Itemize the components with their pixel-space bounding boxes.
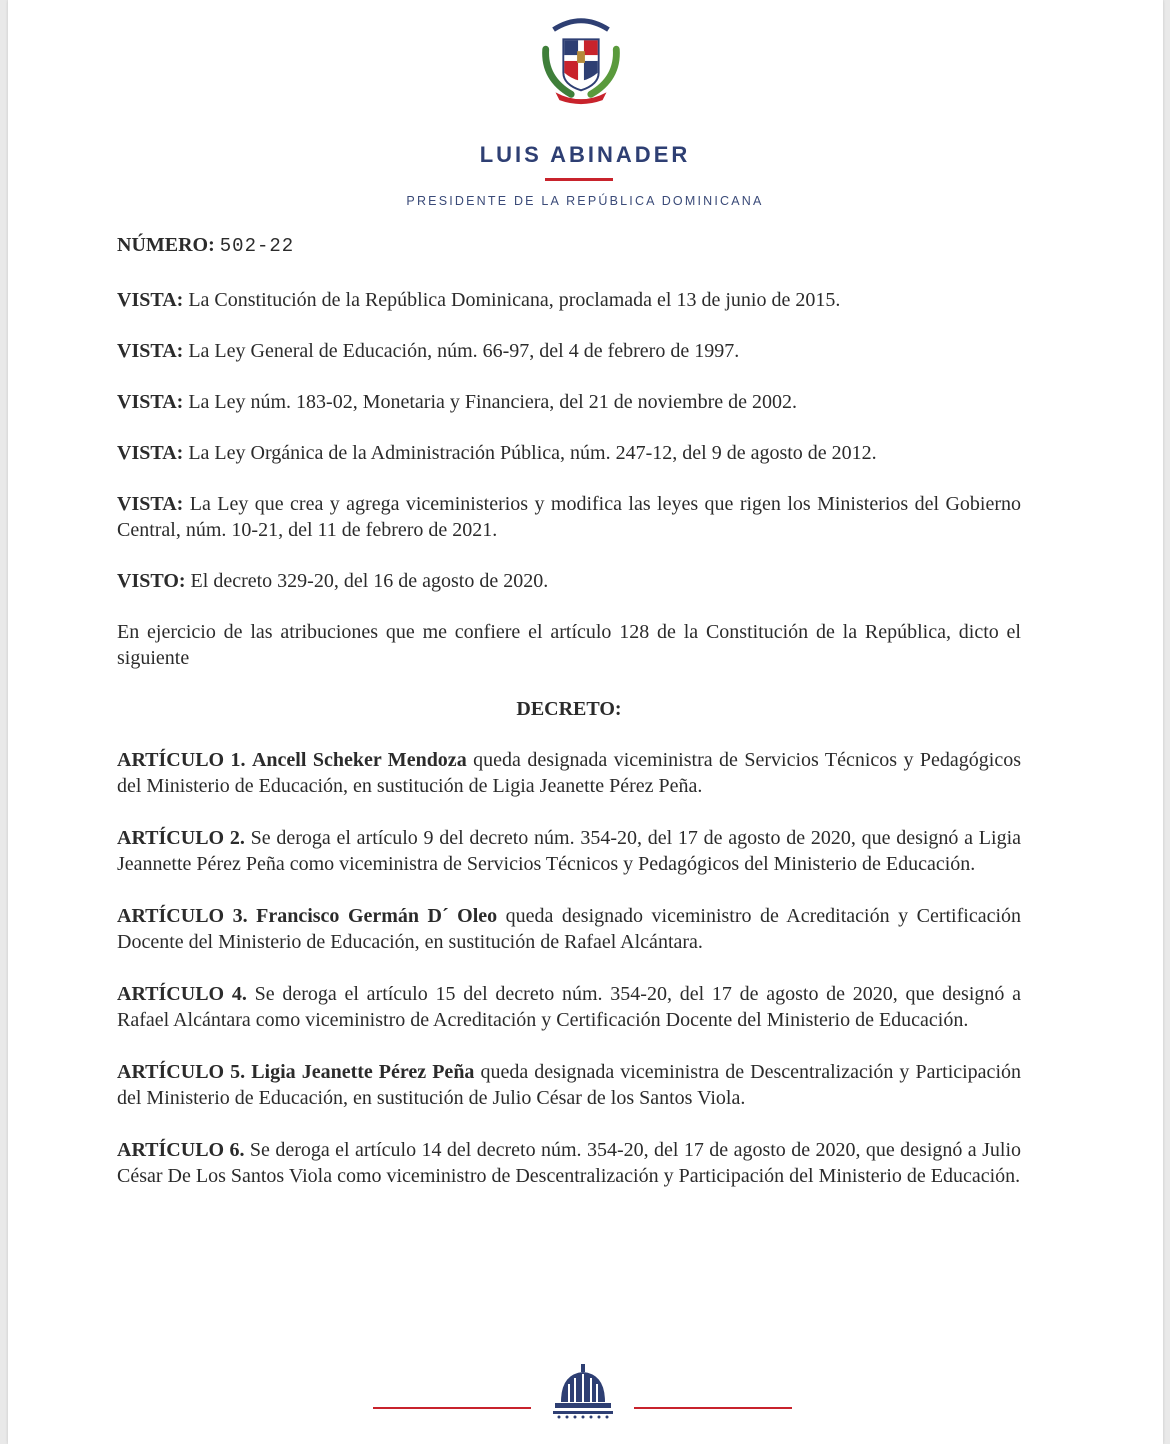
decree-number-value: 502-22: [219, 235, 295, 257]
decree-number-label: NÚMERO:: [117, 234, 215, 256]
vista-text: La Constitución de la República Dominicana, proclamada el 13 de junio de 2015.: [188, 289, 841, 311]
header-divider: [545, 178, 613, 181]
vista-clause: [117, 389, 1021, 415]
visto-label: VISTO:: [117, 570, 186, 592]
vista-text: La Ley General de Educación, núm. 66-97, del 4 de febrero de 1997.: [188, 340, 740, 362]
vista-clause: [117, 491, 1021, 543]
article-text: queda designada viceministra de Servicios Técnicos y Pedagógicos del Ministerio de Educación, en sustitución de Ligia Jeanette Pérez Peña.: [117, 749, 1022, 797]
article: [117, 825, 1021, 877]
vista-text: La Ley núm. 183-02, Monetaria y Financiera, del 21 de noviembre de 2002.: [188, 391, 798, 413]
vista-label: VISTA:: [117, 289, 184, 311]
article-appointee: Francisco Germán D´ Oleo: [256, 905, 498, 927]
vista-text: La Ley Orgánica de la Administración Pública, núm. 247-12, del 9 de agosto de 2012.: [188, 442, 877, 464]
footer-line-right: [634, 1407, 792, 1409]
article-label: ARTÍCULO 2.: [117, 827, 245, 849]
article-label: ARTÍCULO 5.: [117, 1061, 246, 1083]
decree-number: [117, 232, 1021, 259]
article-label: ARTÍCULO 4.: [117, 983, 247, 1005]
vista-clause: [117, 338, 1021, 364]
vista-clause: [117, 287, 1021, 313]
article: [117, 903, 1021, 955]
article: [117, 1059, 1021, 1111]
vista-label: VISTA:: [117, 493, 184, 515]
article-label: ARTÍCULO 6.: [117, 1139, 245, 1161]
article-text: queda designada viceministra de Descentralización y Participación del Ministerio de Educación, en sustitución de Julio César de los Santos Viola.: [117, 1061, 1021, 1109]
visto-text: El decreto 329-20, del 16 de agosto de 2020.: [190, 570, 549, 592]
vista-clause: [117, 440, 1021, 466]
coat-of-arms-seal-icon: [532, 10, 630, 108]
vista-label: VISTA:: [117, 391, 184, 413]
president-name: LUIS ABINADER: [479, 142, 691, 167]
vista-text: La Ley que crea y agrega viceministerios y modifica las leyes que rigen los Ministerios del Gobierno Central, núm. 10-21, del 11 de febrero de 2021.: [117, 493, 1021, 541]
footer-line-left: [373, 1407, 531, 1409]
decree-heading: DECRETO:: [516, 698, 622, 720]
palace-dome-icon: [551, 1362, 615, 1420]
article-text: queda designado viceministro de Acreditación y Certificación Docente del Ministerio de Educación, en sustitución de Rafael Alcántara.: [117, 905, 1022, 953]
president-role: PRESIDENTE DE LA REPÚBLICA DOMINICANA: [406, 194, 764, 208]
article: [117, 1137, 1021, 1189]
document-body: [117, 232, 1021, 1215]
article-appointee: Ancell Scheker Mendoza: [251, 749, 467, 771]
vista-label: VISTA:: [117, 442, 184, 464]
article-label: ARTÍCULO 1.: [117, 749, 246, 771]
vista-label: VISTA:: [117, 340, 184, 362]
article-text: Se deroga el artículo 9 del decreto núm. 354-20, del 17 de agosto de 2020, que designó a Ligia Jeannette Pérez Peña como viceministra de Servicios Técnicos y Pedagógicos del Ministerio de Educación.: [117, 827, 1022, 875]
article-text: Se deroga el artículo 15 del decreto núm. 354-20, del 17 de agosto de 2020, que designó a Rafael Alcántara como viceministro de Acreditación y Certificación Docente del Ministerio de Educación.: [117, 983, 1022, 1031]
preamble: En ejercicio de las atribuciones que me confiere el artículo 128 de la Constitución de la República, dicto el siguiente: [117, 621, 1021, 669]
article-text: Se deroga el artículo 14 del decreto núm. 354-20, del 17 de agosto de 2020, que designó a Julio César De Los Santos Viola como viceministro de Descentralización y Participación del Ministerio de Educación.: [117, 1139, 1021, 1187]
article-appointee: Ligia Jeanette Pérez Peña: [251, 1061, 475, 1083]
article: [117, 981, 1021, 1033]
article-label: ARTÍCULO 3.: [117, 905, 248, 927]
article: [117, 747, 1021, 799]
visto-clause: [117, 568, 1021, 594]
